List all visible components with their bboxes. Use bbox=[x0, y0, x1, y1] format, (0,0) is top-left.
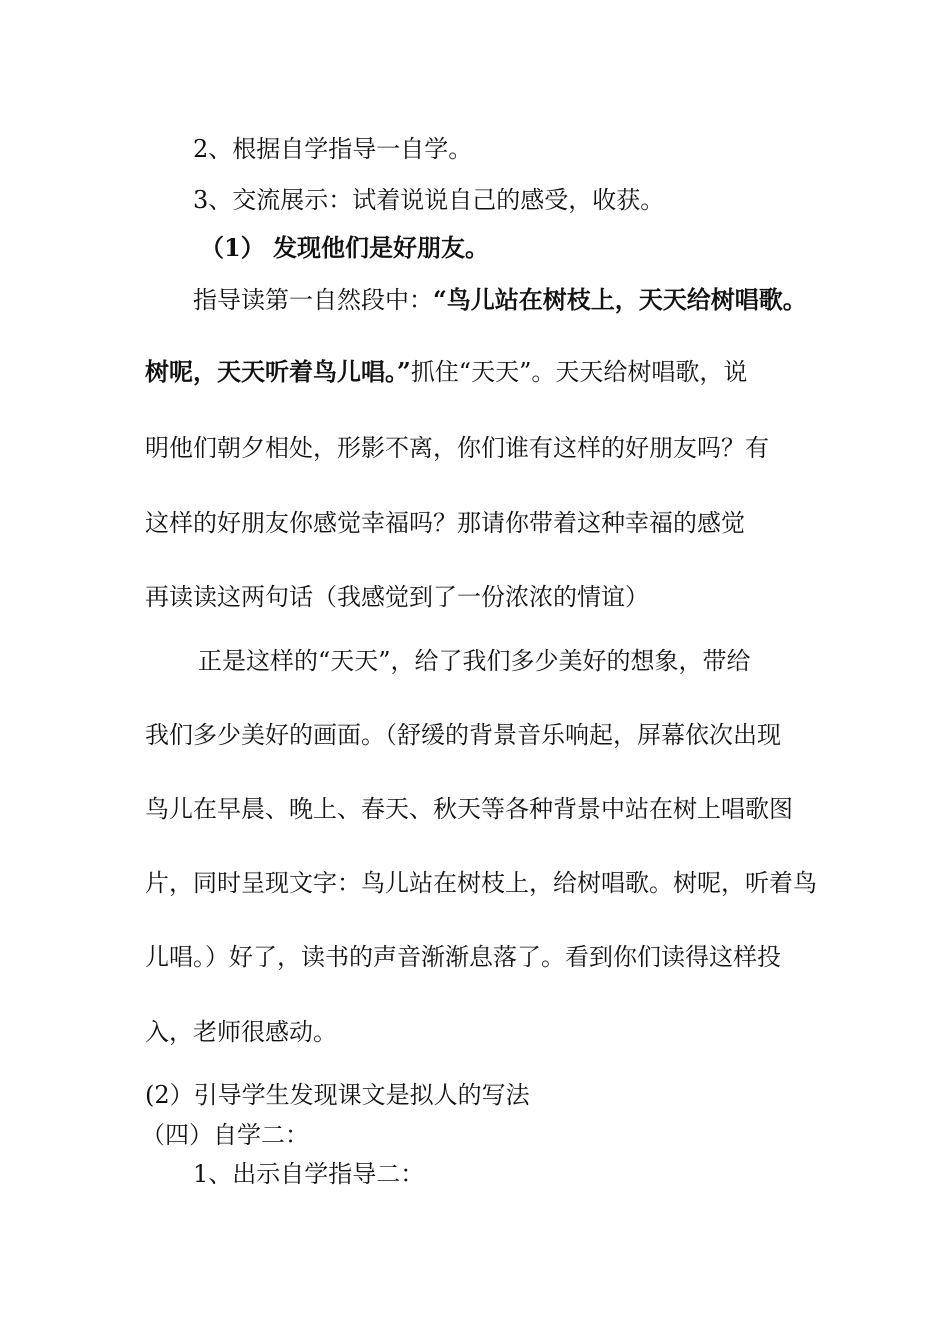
paragraph-line-10: 我们多少美好的画面。（舒缓的背景音乐响起，屏幕依次出现 bbox=[145, 721, 781, 749]
quote-explanation: 抓住“天天”。天天给树唱歌，说 bbox=[410, 358, 748, 386]
paragraph-line-7: 这样的好朋友你感觉幸福吗？那请你带着这种幸福的感觉 bbox=[145, 509, 745, 537]
paragraph-step-2: 2、根据自学指导一自学。 bbox=[193, 135, 473, 163]
subheading-1: （1） 发现他们是好朋友。 bbox=[200, 233, 490, 262]
paragraph-line-12: 片，同时呈现文字：鸟儿站在树枝上，给树唱歌。树呢，听着鸟 bbox=[145, 869, 817, 897]
guide-reading-text: 指导读第一自然段中： bbox=[193, 286, 433, 314]
paragraph-line-6: 明他们朝夕相处，形影不离，你们谁有这样的好朋友吗？有 bbox=[145, 434, 769, 462]
quote-part-2: 树呢，天天听着鸟儿唱。” bbox=[145, 357, 411, 386]
paragraph-step-3: 3、交流展示：试着说说自己的感受，收获。 bbox=[193, 186, 665, 214]
section-heading-self-study-2: （四）自学二： bbox=[141, 1121, 309, 1149]
paragraph-line-8: 再读读这两句话（我感觉到了一份浓浓的情谊） bbox=[145, 583, 649, 611]
paragraph-line-11: 鸟儿在早晨、晚上、春天、秋天等各种背景中站在树上唱歌图 bbox=[145, 795, 793, 823]
paragraph-show-guide-2: 1、出示自学指导二： bbox=[193, 1160, 425, 1188]
quote-part-1: “鸟儿站在树枝上，天天给树唱歌。 bbox=[433, 285, 807, 314]
paragraph-quote-continued bbox=[145, 357, 747, 387]
paragraph-line-14: 入，老师很感动。 bbox=[145, 1018, 337, 1046]
paragraph-line-9: 正是这样的“天天”，给了我们多少美好的想象，带给 bbox=[198, 647, 751, 675]
paragraph-guide-reading bbox=[193, 285, 807, 315]
subheading-2: (2）引导学生发现课文是拟人的写法 bbox=[145, 1081, 530, 1109]
paragraph-line-13: 儿唱。）好了，读书的声音渐渐息落了。看到你们读得这样投 bbox=[145, 943, 781, 971]
